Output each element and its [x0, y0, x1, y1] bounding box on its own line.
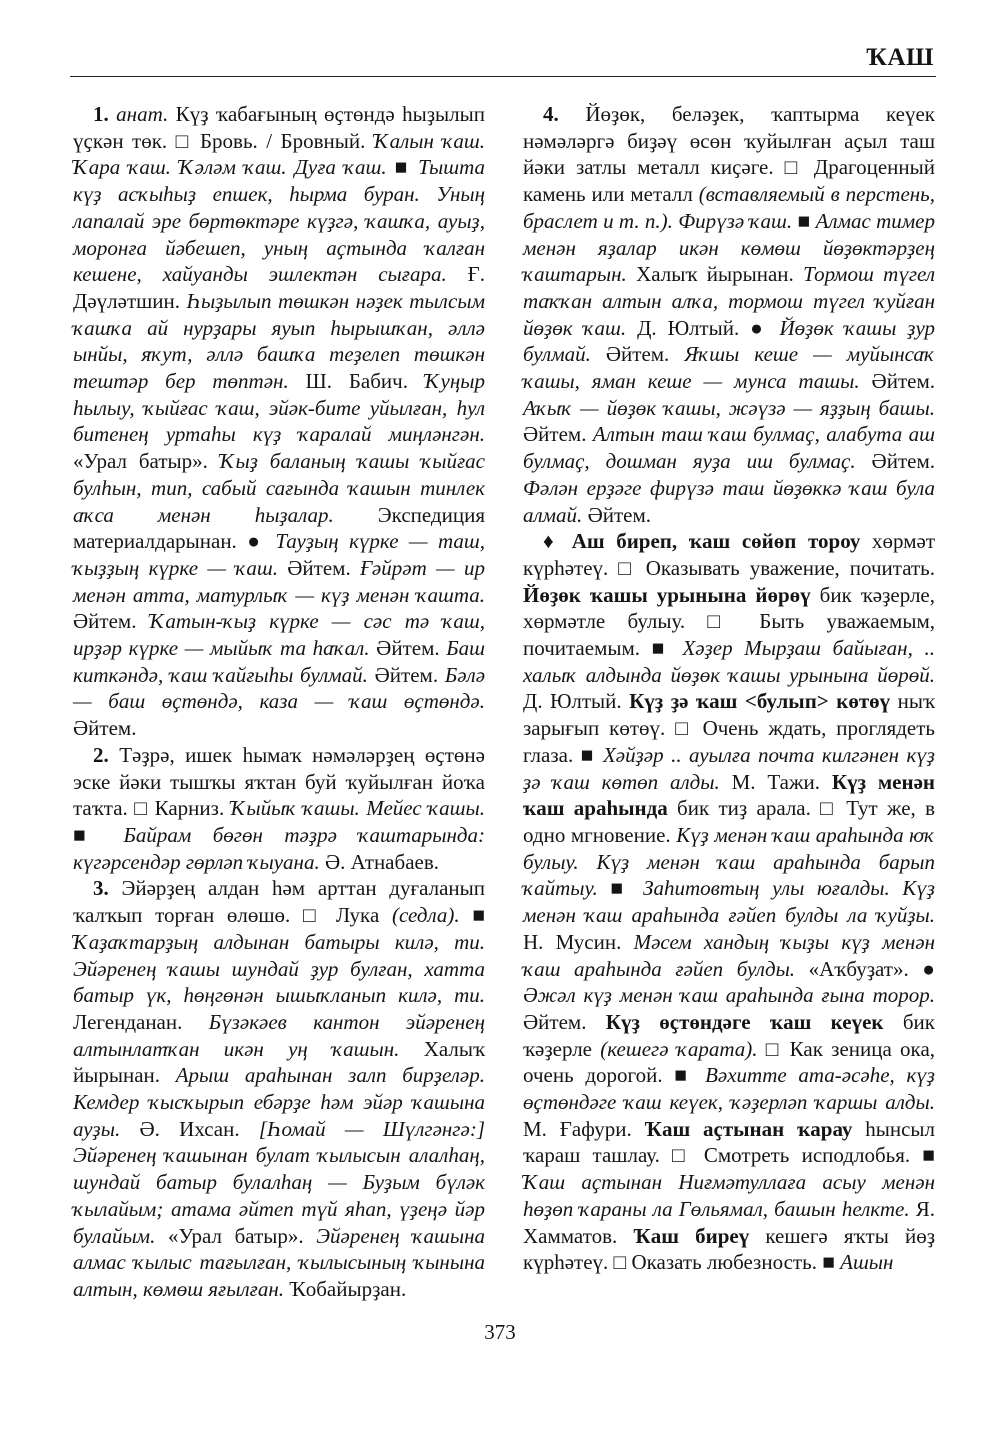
definition-run: ныҡ зарығып көтөү. □ Очень ждать, проглядеть глаза. ■ [523, 689, 935, 767]
example-run: (вставляемый в перстень, браслет и т. п.). Фирүзә ҡаш. [523, 182, 935, 233]
example-run: Йөҙөк ҡашы ҙур булмай. [523, 315, 935, 367]
definition-run: Әйтем. [582, 502, 652, 527]
example-run: Ғәйрәт — ир менән атта, матурлыҡ — күҙ менән ҡашта. [73, 555, 485, 607]
example-run: Байрам бөгөн тәҙрә ҡаштарында: күгәрсендәр гөрләп ҡыуана. [73, 822, 485, 874]
definition-run: □ Как зеница ока, очень дорогой. ■ [523, 1036, 936, 1088]
example-run: Бәлә — баш өҫтөндә, каза — ҡаш өҫтөндә. [73, 662, 486, 714]
definition-run: Әйтем. [73, 609, 150, 634]
definition-run: Ғ. Дәүләтшин. [73, 262, 486, 313]
example-run: Тауҙың күрке — таш, ҡыҙҙың күрке — ҡаш. [73, 529, 485, 580]
definition-run: Н. Мусин. [523, 929, 634, 954]
definition-run: ■ [792, 208, 816, 233]
example-run: Баш киткәндә, ҡаш ҡайғыһы булмай. [73, 636, 485, 687]
entry-heading-run: Күҙ ҙә ҡаш <булып> көтөү [629, 689, 891, 714]
example-run: Тышта күҙ асҡыһыҙ епшек, һырма буран. Уның лапалай эре бөртөктәре күҙгә, ҡашҡа, ауыҙ, моронға йәбешеп, уның аҫтында ҡалған кешене, хайуанды эшлектән сығара. [73, 155, 485, 287]
definition-run: һынсыл ҡараш ташлау. □ Смотреть исподлобья. ■ [523, 1116, 935, 1168]
definition-run: хөрмәт күрһәтеү. □ Оказывать уважение, почитать. [523, 529, 936, 580]
entry-heading-run: 1. [93, 102, 109, 126]
definition-run: ■ [386, 155, 419, 180]
example-run: Алмас тимер менән яҙалар икән көмөш йөҙөктәрҙең ҡаштарын. [523, 208, 935, 287]
example-run: Ҡаш аҫтынан Ниғмәтуллаға асыу менән һөҙөп ҡараны ла Гөльямал, башын һелкте. [523, 1170, 935, 1221]
example-run: Заһитовтың улы юғалды. Күҙ менән ҡаш араһында ғәйеп булды ла ҡуйҙы. [523, 876, 936, 928]
example-run: Аҡыҡ — йөҙөк ҡашы, жәүзә — яҙҙың башы. [523, 395, 935, 420]
definition-run: Әйтем. [277, 555, 360, 580]
example-run: Фәлән ерҙәге фирүзә таш йөҙөккә ҡаш була алмай. [523, 475, 935, 527]
definition-run: Ә. Атнабаев. [319, 849, 439, 874]
example-run: Эйәренең ҡашына алмас ҡылыс тағылған, ҡылысының ҡынына алтын, көмөш яғылған. [73, 1223, 485, 1301]
example-run: анат. [108, 102, 169, 126]
definition-run: бик тиҙ арала. □ Тут же, в одно мгновение. [523, 796, 935, 847]
example-run: Хәйҙәр .. ауылға почта килгәнен күҙ ҙә ҡаш көтөп алды. [523, 742, 935, 794]
entry-heading-run: 2. [93, 742, 109, 767]
entry-heading-run: Йөҙөк ҡашы урынына йөрөү [523, 582, 811, 607]
example-run: Алтын таш ҡаш булмаҫ, алабута аш булмаҫ, дошман яуҙа иш булмаҫ. [523, 422, 935, 474]
definition-run: Әйтем. [523, 422, 593, 447]
example-run: Ҡалын ҡаш. Ҡара ҡаш. Ҡәләм ҡаш. Дуға ҡаш. [73, 128, 486, 180]
example-run: Әжәл күҙ менән ҡаш араһында ғына торор. [523, 983, 935, 1008]
definition-run: Халыҡ йырынан. [73, 1036, 485, 1088]
definition-run: М. Тажи. [719, 769, 832, 794]
definition-run: М. Ғафури. [523, 1116, 645, 1141]
entry-heading-run: Ҡаш биреү [633, 1223, 750, 1248]
entry-heading-run: 4. [543, 102, 559, 126]
entry-heading-run: Ҡаш аҫтынан ҡарау [644, 1116, 853, 1141]
definition-run: Әйтем. [73, 716, 137, 741]
entry-heading-run: Аш биреп, ҡаш сөйөп тороу [571, 529, 861, 554]
definition-run: Ә. Ихсан. [120, 1116, 259, 1141]
dictionary-sense [523, 101, 935, 528]
definition-run: кешегә яҡты йөҙ күрһәтеү. □ Оказать любезность. ■ [523, 1223, 935, 1275]
example-run: Ҡыйыҡ ҡашы. Мейес ҡашы. [230, 796, 486, 821]
definition-run: Халыҡ йырынан. [626, 262, 804, 287]
example-run: Ҡаҙаҡтарҙың алдынан батыры килә, ти. Эйәренең ҡашы шундай ҙур булған, хатта батыр үк, һөңгөнән ышыҡланып килә, ти. [73, 929, 485, 1008]
definition-run: «Урал батыр». [155, 1223, 317, 1248]
header-rule [70, 76, 936, 77]
definition-run: Я. Хамматов. [523, 1196, 935, 1248]
definition-run: ■ [597, 876, 644, 901]
example-run: Яҡшы кеше — муйынсаҡ ҡашы, яман кеше — мунса ташы. [523, 342, 935, 394]
running-head-guide-word: ҠАШ [866, 44, 934, 71]
example-run: Ҡатын-ҡыҙ күрке — сәс тә ҡаш, ирҙәр күрке — мыйыҡ та һаҡал. [73, 609, 485, 661]
entry-heading-run: Күҙ менән ҡаш араһында [523, 769, 936, 821]
example-run: (седла). [391, 903, 460, 928]
definition-run: Әйтем. [859, 369, 935, 394]
example-run: Вәхитте ата-әсәһе, күҙ өҫтөндәге ҡаш кеүек, ҡәҙерләп ҡаршы алды. [523, 1063, 935, 1115]
dictionary-sense [73, 101, 485, 742]
definition-run: Ҡобайырҙан. [283, 1276, 407, 1301]
definition-run: ■ [459, 903, 485, 928]
dictionary-sense [73, 742, 485, 876]
entry-heading-run: 3. [93, 876, 109, 901]
definition-run: Легенданан. [73, 1009, 209, 1034]
definition-run: бик ҡәҙерле [523, 1009, 935, 1061]
page-number: 373 [484, 1320, 516, 1344]
definition-run: Йөҙөк, беләҙек, ҡаптырма кеүек нәмәләргә биҙәү өсөн ҡуйылған аҫыл таш йәки затлы металл киҫәге. □ Драгоценный камень или металл [523, 102, 935, 207]
definition-run: Әйтем. [855, 449, 935, 474]
definition-run: Экспедиция материалдарынан. ● [73, 502, 485, 554]
definition-run: Д. Юлтый. [523, 689, 630, 714]
example-run: Бүзәкәев кантон эйәренең алтынлатҡан икән уң ҡашын. [73, 1009, 485, 1061]
example-run: (кешегә ҡарата). [600, 1036, 758, 1061]
left-column [73, 101, 485, 1303]
definition-run: Д. Юлтый. ● [626, 315, 780, 340]
definition-run: Әйтем. [367, 662, 445, 687]
definition-run: Тәҙрә, ишек һымаҡ нәмәләрҙең өҫтөнә эске йәки тышҡы яҡтан буй ҡуйылған йоҡа таҡта. □ Карниз. [73, 742, 485, 821]
definition-run: Ш. Бабич. [288, 369, 425, 394]
example-run: Хәҙер Мырҙаш байыған, .. халыҡ алдында йөҙөк ҡашы урынына йөрөй. [523, 636, 935, 687]
example-run: [Һомай — Шүлгәнгә:] Эйәренең ҡашынан булат ҡылысын алалһаң, шундай батыр булалһаң — Буҙым бүләк ҡылайым; атама әйтеп түй яһап, үҙеңә йәр булайым. [73, 1116, 485, 1248]
definition-run: ■ [73, 822, 124, 847]
definition-run: ♦ [543, 529, 572, 554]
example-run: Күҙ менән ҡаш араһында юҡ булыу. Күҙ менән ҡаш араһында барып ҡайтыу. [523, 822, 935, 901]
definition-run: Әйтем. [369, 636, 447, 661]
right-column [523, 101, 935, 1276]
example-run: Ҡыҙ баланың ҡашы ҡыйғас булһын, тип, сабый сағында ҡашын тинлек аҡса менән һыҙалар. [73, 449, 485, 527]
definition-run: Әйтем. [523, 1009, 606, 1034]
definition-run: Күҙ ҡабағының өҫтөндә һыҙылып үҫкән төк. □ Бровь. / Бровный. [73, 102, 485, 153]
dictionary-sense [523, 528, 935, 1276]
definition-run: «Урал батыр». [73, 449, 220, 474]
example-run: Мәсем хандың ҡыҙы күҙ менән ҡаш араһында ғәйеп булды. [523, 929, 935, 981]
entry-heading-run: Күҙ өҫтөндәге ҡаш кеүек [605, 1009, 884, 1034]
definition-run: Эйәрҙең алдан һәм арттан дуғаланып ҡалҡып торған өлөшө. □ Лука [73, 876, 485, 928]
example-run: Һыҙылып төшкән нәҙек тылсым ҡашҡа ай нурҙары яуып һырышҡан, әллә ынйы, яҡут, әллә башҡа теҙелеп төшкән тештәр бер төптән. [73, 288, 485, 394]
definition-run: «Аҡбуҙат». ● [795, 956, 935, 981]
definition-run: Әйтем. [590, 342, 685, 367]
definition-run: бик ҡәҙерле, хөрмәтле булыу. □ Быть уважаемым, почитаемым. ■ [523, 582, 936, 661]
example-run: Тормош түгел таҡҡан алтын алҡа, тормош түгел ҡуйған йөҙөк ҡаш. [523, 262, 935, 340]
dictionary-sense [73, 875, 485, 1302]
example-run: Арыш араһынан залп бирҙеләр. Кемдер ҡысҡырып ебәрҙе һәм эйәр ҡашына ауҙы. [73, 1063, 485, 1141]
example-run: Ҡуңыр һылыу, ҡыйғас ҡаш, эйәк-бите уйылған, һул битенең уртаһы күҙ ҡаралай миңләнгән. [73, 369, 485, 447]
example-run: Ашын [840, 1250, 894, 1275]
